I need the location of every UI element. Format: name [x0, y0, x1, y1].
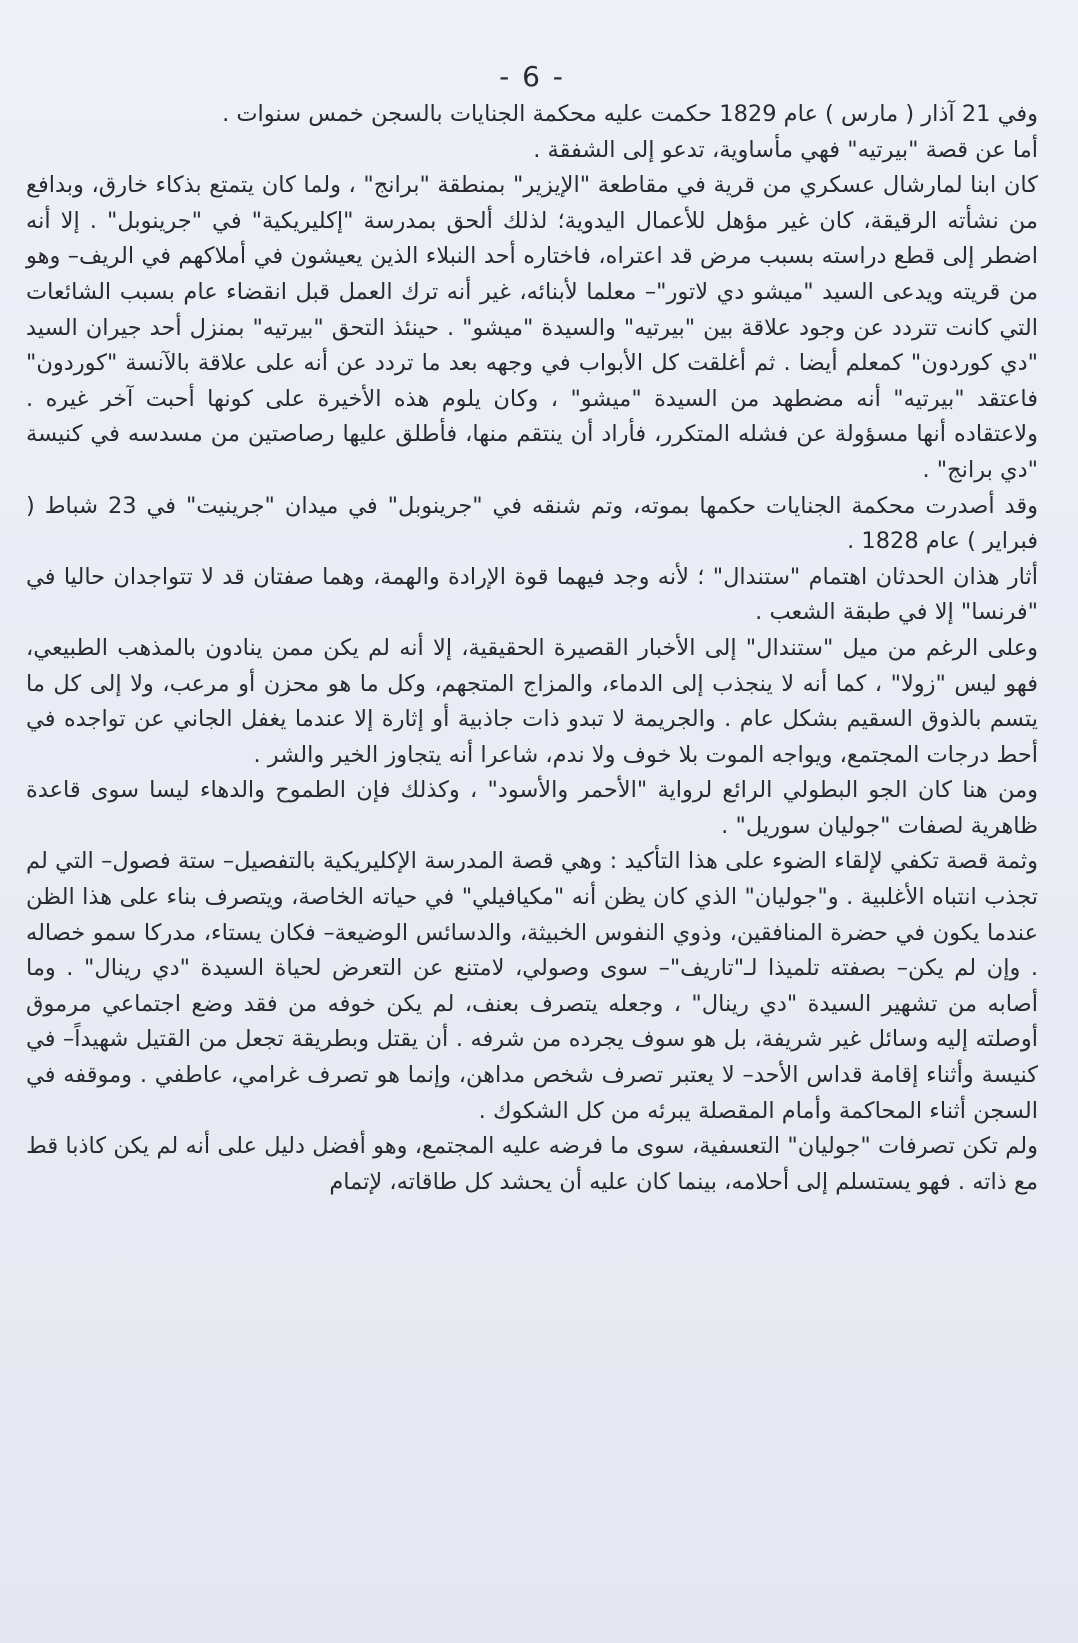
body-text	[26, 97, 1038, 1200]
paragraph: وقد أصدرت محكمة الجنايات حكمها بموته، وتم شنقه في "جرينوبل" في ميدان "جرينيت" في 23 شباط ( فبراير ) عام 1828 .	[26, 492, 1038, 555]
paragraph: كان ابنا لمارشال عسكري من قرية في مقاطعة "الإيزير" بمنطقة "برانج" ، ولما كان يتمتع بذكاء خارق، وبدافع من نشأته الرقيقة، كان غير مؤهل للأعمال اليدوية؛ لذلك ألحق بمدرسة "إكليريكية" في "جرينوبل" . إلا أنه اضطر إلى قطع دراسته بسبب مرض قد اعتراه، فاختاره أحد النبلاء الذين يعيشون في أملاكهم في الريف– وهو من قريته ويدعى السيد "ميشو دي لاتور"– معلما لأبنائه، غير أنه ترك العمل قبل انقضاء عام بسبب الشائعات التي كانت تتردد عن وجود علاقة بين "بيرتيه" والسيدة "ميشو" . حينئذ التحق "بيرتيه" بمنزل أحد جيران السيد "دي كوردون" كمعلم أيضا . ثم أغلقت كل الأبواب في وجهه بعد ما تردد عن أنه على علاقة بالآنسة "كوردون" فاعتقد "بيرتيه" أنه مضطهد من السيدة "ميشو" ، وكان يلوم هذه الأخيرة على كونها أحبت آخر غيره . ولاعتقاده أنها مسؤولة عن فشله المتكرر، فأراد أن ينتقم منها، فأطلق عليها رصاصتين من مسدسه في كنيسة "دي برانج" .	[26, 172, 1038, 483]
paragraph: أثار هذان الحدثان اهتمام "ستندال" ؛ لأنه وجد فيهما قوة الإرادة والهمة، وهما صفتان قد لا تتواجدان حاليا في "فرنسا" إلا في طبقة الشعب .	[26, 563, 1038, 626]
paragraph: أما عن قصة "بيرتيه" فهي مأساوية، تدعو إلى الشفقة .	[533, 136, 1038, 163]
paragraph: ومن هنا كان الجو البطولي الرائع لرواية "الأحمر والأسود" ، وكذلك فإن الطموح والدهاء ليسا سوى قاعدة ظاهرية لصفات "جوليان سوريل" .	[26, 777, 1038, 839]
paragraph: وعلى الرغم من ميل "ستندال" إلى الأخبار القصيرة الحقيقية، إلا أنه لم يكن ممن ينادون بالمذهب الطبيعي، فهو ليس "زولا" ، كما أنه لا ينجذب إلى الدماء، والمزاج المتجهم، وكل ما هو محزن أو مرعب، ولا إلى كل ما يتسم بالذوق السقيم بشكل عام . والجريمة لا تبدو ذات جاذبية أو إثارة إلا عندما يغفل الجاني عن تواجده في أحط درجات المجتمع، ويواجه الموت بلا خوف ولا ندم، شاعرا أنه يتجاوز الخير والشر .	[26, 634, 1038, 768]
paragraph: ولم تكن تصرفات "جوليان" التعسفية، سوى ما فرضه عليه المجتمع، وهو أفضل دليل على أنه لم يكن كاذبا قط مع ذاته . فهو يستسلم إلى أحلامه، بينما كان عليه أن يحشد كل طاقاته، لإتمام	[26, 1133, 1038, 1195]
paragraph: وثمة قصة تكفي لإلقاء الضوء على هذا التأكيد : وهي قصة المدرسة الإكليريكية بالتفصيل– ستة فصول– التي لم تجذب انتباه الأغلبية . و"جوليان" الذي كان يظن أنه "مكيافيلي" في حياته الخاصة، ويتصرف بناء على هذا الظن عندما يكون في حضرة المنافقين، وذوي النفوس الخبيثة، والدسائس الوضيعة– فكان يستاء، مدركا سمو خصاله . وإن لم يكن– بصفته تلميذا لـ"تاريف"– سوى وصولي، لامتنع عن التعرض لحياة السيدة "دي رينال" . وما أصابه من تشهير السيدة "دي رينال" ، وجعله يتصرف بعنف، لم يكن خوفه من فقد وضع اجتماعي مرموق أوصلته إليه وسائل غير شريفة، بل هو سوف يجرده من شرفه . أن يقتل وبطريقة تجعل من القتيل شهيداً– في كنيسة وأثناء إقامة قداس الأحد– لا يعتبر تصرف شخص مداهن، وإنما هو تصرف غرامي، عاطفي . وموقفه في السجن أثناء المحاكمة وأمام المقصلة يبرئه من كل الشكوك .	[26, 848, 1038, 1124]
paragraph: وفي 21 آذار ( مارس ) عام 1829 حكمت عليه محكمة الجنايات بالسجن خمس سنوات .	[222, 101, 1038, 127]
page-number: - 6 -	[499, 60, 565, 93]
